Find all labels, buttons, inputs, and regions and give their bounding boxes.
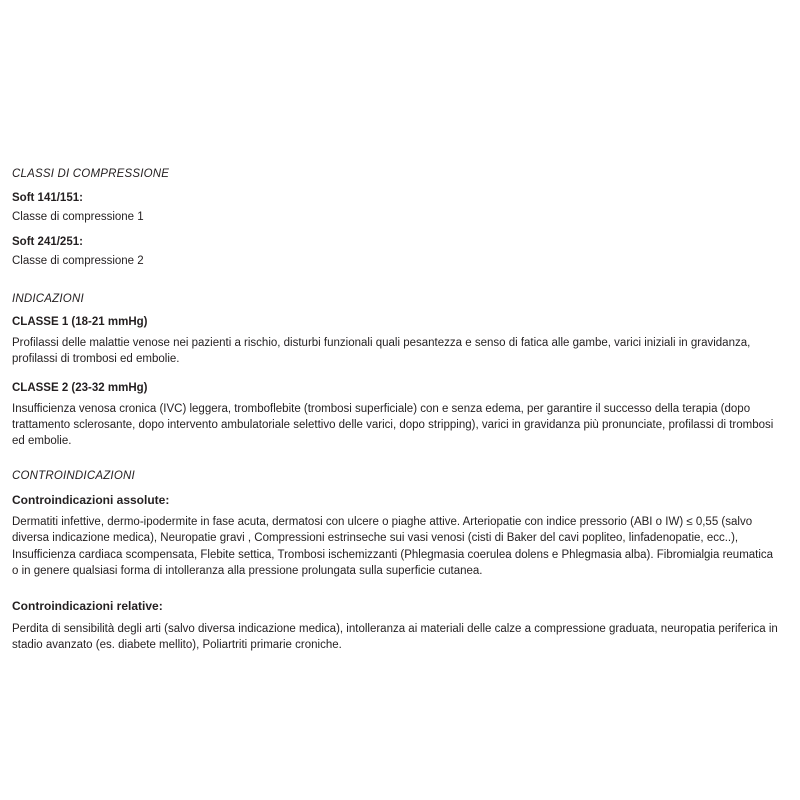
item-spacer bbox=[12, 579, 782, 599]
item-label: Controindicazioni relative: bbox=[12, 599, 163, 614]
item-label: CLASSE 1 (18-21 mmHg) bbox=[12, 316, 148, 329]
item-label: Controindicazioni assolute: bbox=[12, 492, 170, 507]
section-indicazioni bbox=[12, 293, 782, 450]
section-spacer bbox=[12, 450, 782, 470]
item-spacer bbox=[12, 367, 782, 381]
item-text: Profilassi delle malattie venose nei pazienti a rischio, disturbi funzionali quali pesantezza e senso di fatica alle gambe, varici iniziali in gravidanza, profilassi di trombosi ed embolie. bbox=[12, 336, 751, 366]
section-heading: CONTROINDICAZIONI bbox=[12, 469, 135, 482]
item-label: CLASSE 2 (23-32 mmHg) bbox=[12, 382, 148, 395]
section-classi-di-compressione bbox=[12, 168, 782, 270]
item-text: Insufficienza venosa cronica (IVC) leggera, tromboflebite (trombosi superficiale) con e senza edema, per garantire il successo della terapia (dopo trattamento sclerosante, dopo intervento ambulatoriale selettivo delle varici, dopo stripping), varici in gravidanza più pronunciate, profilassi di trombosi ed embolie. bbox=[12, 402, 774, 448]
section-heading: CLASSI DI COMPRESSIONE bbox=[12, 168, 170, 180]
section-spacer bbox=[12, 279, 782, 293]
item-text: Classe di compressione 1 bbox=[12, 211, 144, 224]
item-label: Soft 141/151: bbox=[12, 191, 83, 204]
section-controindicazioni bbox=[12, 470, 782, 654]
item-label: Soft 241/251: bbox=[12, 235, 83, 248]
item-text: Dermatiti infettive, dermo-ipodermite in fase acuta, dermatosi con ulcere o piaghe attive. Arteriopatie con indice pressorio (ABI o IW) ≤ 0,55 (salvo diversa indicazione medica), Neuropatie gravi , Compressioni estrinseche sui vasi venosi (cisti di Baker del cavi popliteo, linfadenopatie, ecc..), Insufficienza cardiaca scompensata, Flebite settica, Trombosi ischemizzanti (Phlegmasia coerulea dolens e Phlegmasia alba). Fibromialgia reumatica o in genere qualsiasi forma di intolleranza alla pressione prolungata sulla superficie cutanea. bbox=[12, 516, 774, 578]
section-heading: INDICAZIONI bbox=[12, 292, 84, 305]
item-text: Classe di compressione 2 bbox=[12, 255, 144, 268]
item-text: Perdita di sensibilità degli arti (salvo diversa indicazione medica), intolleranza ai materiali delle calze a compressione graduata, neuropatia periferica in stadio avanzato (es. diabete mellito), Poliartriti primarie croniche. bbox=[12, 623, 778, 652]
